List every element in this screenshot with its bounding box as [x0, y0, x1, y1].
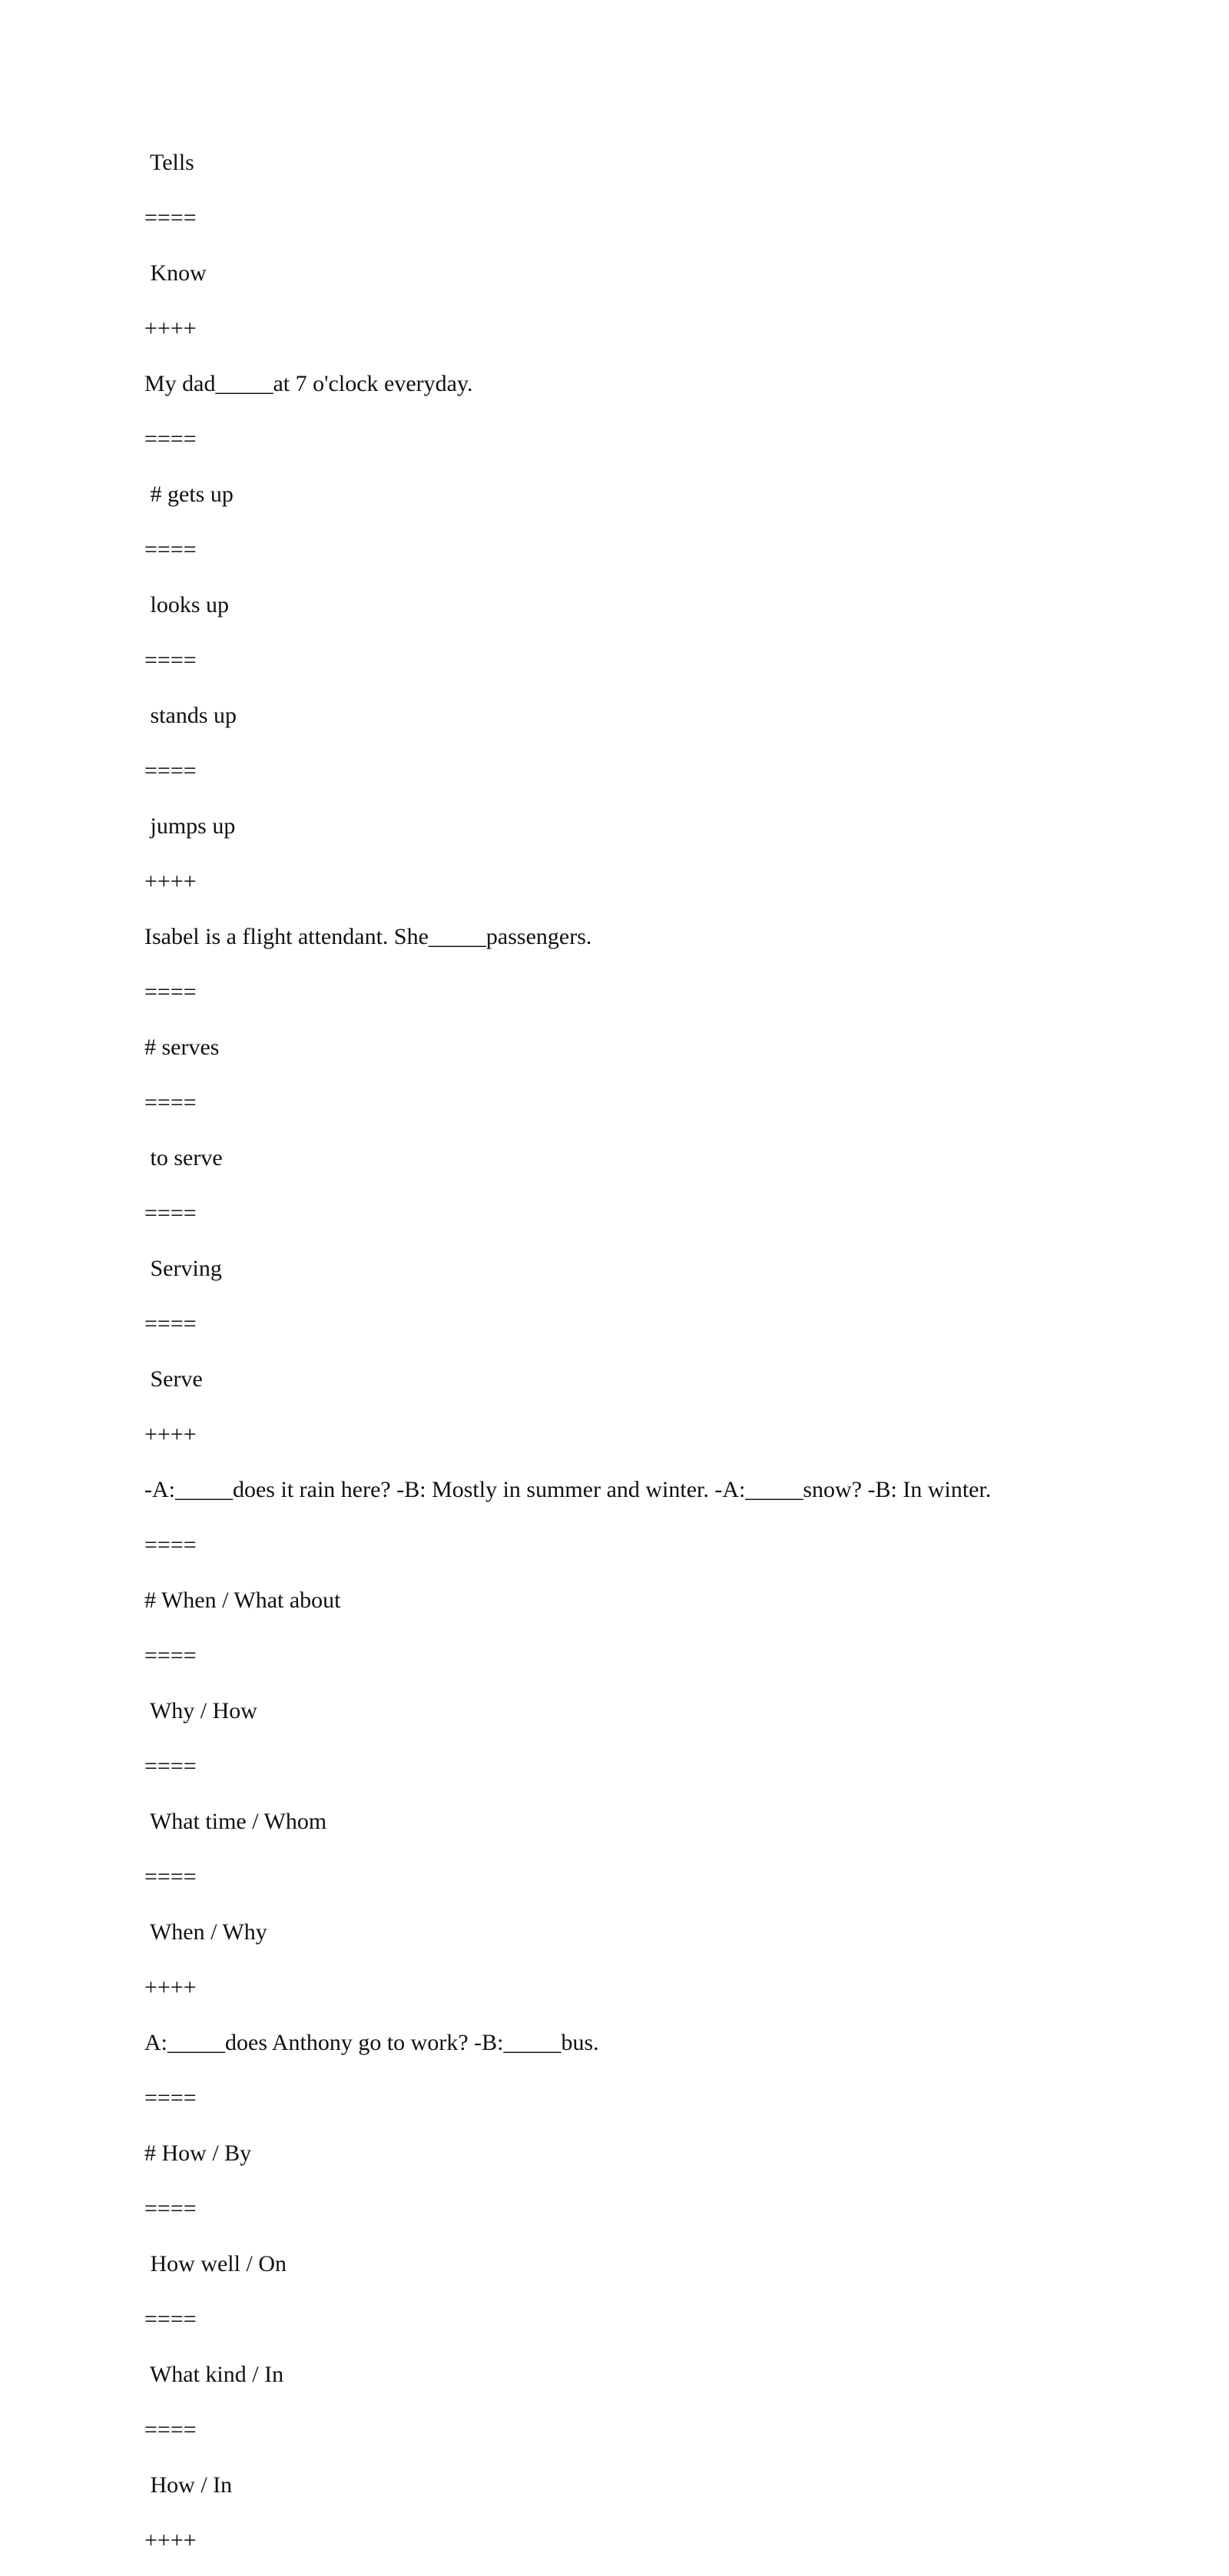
document-line: ==== [144, 426, 197, 452]
document-line: looks up [144, 592, 230, 618]
document-line: to serve [144, 1145, 223, 1170]
document-line: ++++ [144, 1422, 197, 1447]
document-line: ==== [144, 2196, 197, 2221]
document-line: ==== [144, 2306, 197, 2332]
document-line: Serve [144, 1366, 203, 1392]
document-line: ++++ [144, 316, 197, 341]
document-line: # serves [144, 1035, 220, 1060]
document-line: Know [144, 260, 207, 286]
document-line: # gets up [144, 482, 234, 507]
document-line: # How / By [144, 2141, 252, 2166]
document-line: ==== [144, 537, 197, 562]
document-line: -A:_____does it rain here? -B: Mostly in summer and winter. -A:_____snow? -B: In winter. [144, 1477, 992, 1502]
document-line: ++++ [144, 869, 197, 894]
document-line: stands up [144, 703, 237, 728]
document-line: When / Why [144, 1919, 267, 1945]
document-line: jumps up [144, 813, 236, 839]
document-line: Why / How [144, 1698, 257, 1723]
document-line: ++++ [144, 2528, 197, 2553]
document-line: ++++ [144, 1975, 197, 2000]
document-line: ==== [144, 1311, 197, 1336]
document-line: ==== [144, 1090, 197, 1115]
document-line: What time / Whom [144, 1809, 327, 1834]
document-line: How well / On [144, 2251, 287, 2276]
document-line: # When / What about [144, 1588, 341, 1613]
document-line: Isabel is a flight attendant. She_____passengers. [144, 924, 592, 949]
document-line: ==== [144, 1864, 197, 1889]
document-line: What kind / In [144, 2362, 284, 2387]
document-line: ==== [144, 1200, 197, 1226]
document-line: A:_____does Anthony go to work? -B:_____bus. [144, 2030, 599, 2055]
document-line: ==== [144, 2417, 197, 2442]
document-line: ==== [144, 1753, 197, 1779]
document-line: ==== [144, 1643, 197, 1668]
document-line: Tells [144, 150, 194, 175]
document-line: ==== [144, 205, 197, 230]
document-line: ==== [144, 758, 197, 783]
document-line: ==== [144, 647, 197, 673]
document-line: Serving [144, 1256, 222, 1281]
document-line: My dad_____at 7 o'clock everyday. [144, 371, 473, 396]
document-line: How / In [144, 2472, 233, 2498]
document-line: ==== [144, 979, 197, 1005]
document-body [144, 143, 1143, 2576]
document-line: ==== [144, 1532, 197, 1558]
document-line: ==== [144, 2085, 197, 2111]
